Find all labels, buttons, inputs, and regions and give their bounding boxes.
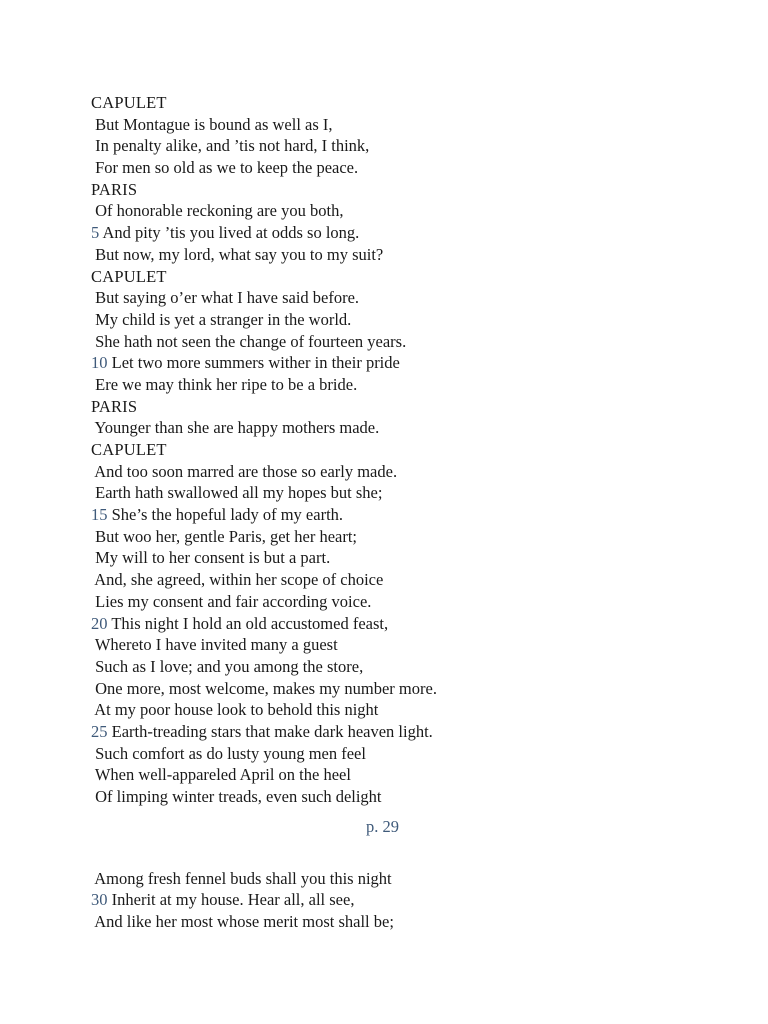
speaker-name: CAPULET <box>91 266 167 286</box>
speaker-name: PARIS <box>91 396 138 416</box>
verse-text: Whereto I have invited many a guest <box>94 635 338 655</box>
line-number: 30 <box>91 890 108 910</box>
verse-line <box>91 911 711 933</box>
line-number: 5 <box>91 223 100 243</box>
verse-text: Let two more summers wither in their pride <box>111 353 400 373</box>
verse-text: But Montague is bound as well as I, <box>95 114 333 134</box>
verse-line <box>91 591 711 613</box>
verse-line <box>91 114 711 136</box>
verse-text: Such comfort as do lusty young men feel <box>95 743 366 763</box>
verse-text: She hath not seen the change of fourteen years. <box>95 331 407 351</box>
verse-line <box>91 613 711 635</box>
verse-text: For men so old as we to keep the peace. <box>95 158 359 178</box>
verse-text: In penalty alike, and ’tis not hard, I think, <box>95 136 370 156</box>
verse-text: But now, my lord, what say you to my suit? <box>95 244 384 264</box>
verse-text: At my poor house look to behold this night <box>94 700 379 720</box>
verse-text: Such as I love; and you among the store, <box>95 656 364 676</box>
verse-line <box>91 699 711 721</box>
verse-text: Of limping winter treads, even such delight <box>95 787 382 806</box>
verse-line <box>91 868 711 890</box>
verse-line <box>91 287 711 309</box>
verse-text: Ere we may think her ripe to be a bride. <box>95 374 358 394</box>
verse-line <box>91 352 711 374</box>
verse-line <box>91 786 711 808</box>
verse-line <box>91 569 711 591</box>
verse-text: And like her most whose merit most shall be; <box>94 912 394 932</box>
verse-line <box>91 244 711 266</box>
speaker-name: CAPULET <box>91 440 167 459</box>
verse-line <box>91 461 711 483</box>
verse-text: Younger than she are happy mothers made. <box>94 418 380 438</box>
verse-text: Earth-treading stars that make dark heaven light. <box>111 721 433 741</box>
speaker-name: PARIS <box>91 179 138 199</box>
verse-text: One more, most welcome, makes my number more. <box>95 678 437 698</box>
verse-line <box>91 547 711 569</box>
speaker-name: CAPULET <box>91 93 167 112</box>
verse-line <box>91 721 711 743</box>
verse-line <box>91 309 711 331</box>
line-number: 20 <box>91 613 108 633</box>
verse-text: And, she agreed, within her scope of choice <box>94 570 384 590</box>
verse-line <box>91 504 711 526</box>
verse-text: Inherit at my house. Hear all, all see, <box>111 890 355 910</box>
verse-text: Among fresh fennel buds shall you this night <box>94 868 392 888</box>
page-number: p. 29 <box>366 816 399 836</box>
verse-text: Earth hath swallowed all my hopes but she; <box>95 483 383 503</box>
verse-text: And too soon marred are those so early made. <box>94 461 398 481</box>
verse-text: When well-appareled April on the heel <box>94 765 351 785</box>
verse-text: Lies my consent and fair according voice. <box>95 591 372 611</box>
verse-line <box>91 764 711 786</box>
verse-text: And pity ’tis you lived at odds so long. <box>102 223 360 243</box>
verse-line <box>91 135 711 157</box>
verse-line <box>91 157 711 179</box>
line-number: 10 <box>91 353 108 373</box>
verse-text: Of honorable reckoning are you both, <box>95 201 344 221</box>
verse-line <box>91 200 711 222</box>
verse-line <box>91 417 711 439</box>
verse-line <box>91 526 711 548</box>
verse-line <box>91 889 711 911</box>
verse-text: But woo her, gentle Paris, get her heart; <box>95 526 358 546</box>
verse-text: She’s the hopeful lady of my earth. <box>111 505 344 525</box>
verse-line <box>91 482 711 504</box>
page-marker <box>91 808 711 868</box>
line-number: 15 <box>91 505 108 525</box>
line-number: 25 <box>91 721 108 741</box>
verse-line <box>91 634 711 656</box>
verse-line <box>91 374 711 396</box>
verse-text: But saying o’er what I have said before. <box>95 288 360 308</box>
verse-text: My will to her consent is but a part. <box>95 548 331 568</box>
script-page <box>91 92 711 933</box>
verse-text: My child is yet a stranger in the world. <box>95 309 352 329</box>
verse-line <box>91 656 711 678</box>
verse-line <box>91 678 711 700</box>
verse-text: This night I hold an old accustomed feast, <box>111 613 389 633</box>
verse-line <box>91 222 711 244</box>
script-section <box>91 868 711 933</box>
verse-line <box>91 331 711 353</box>
script-section <box>91 92 711 808</box>
verse-line <box>91 743 711 765</box>
